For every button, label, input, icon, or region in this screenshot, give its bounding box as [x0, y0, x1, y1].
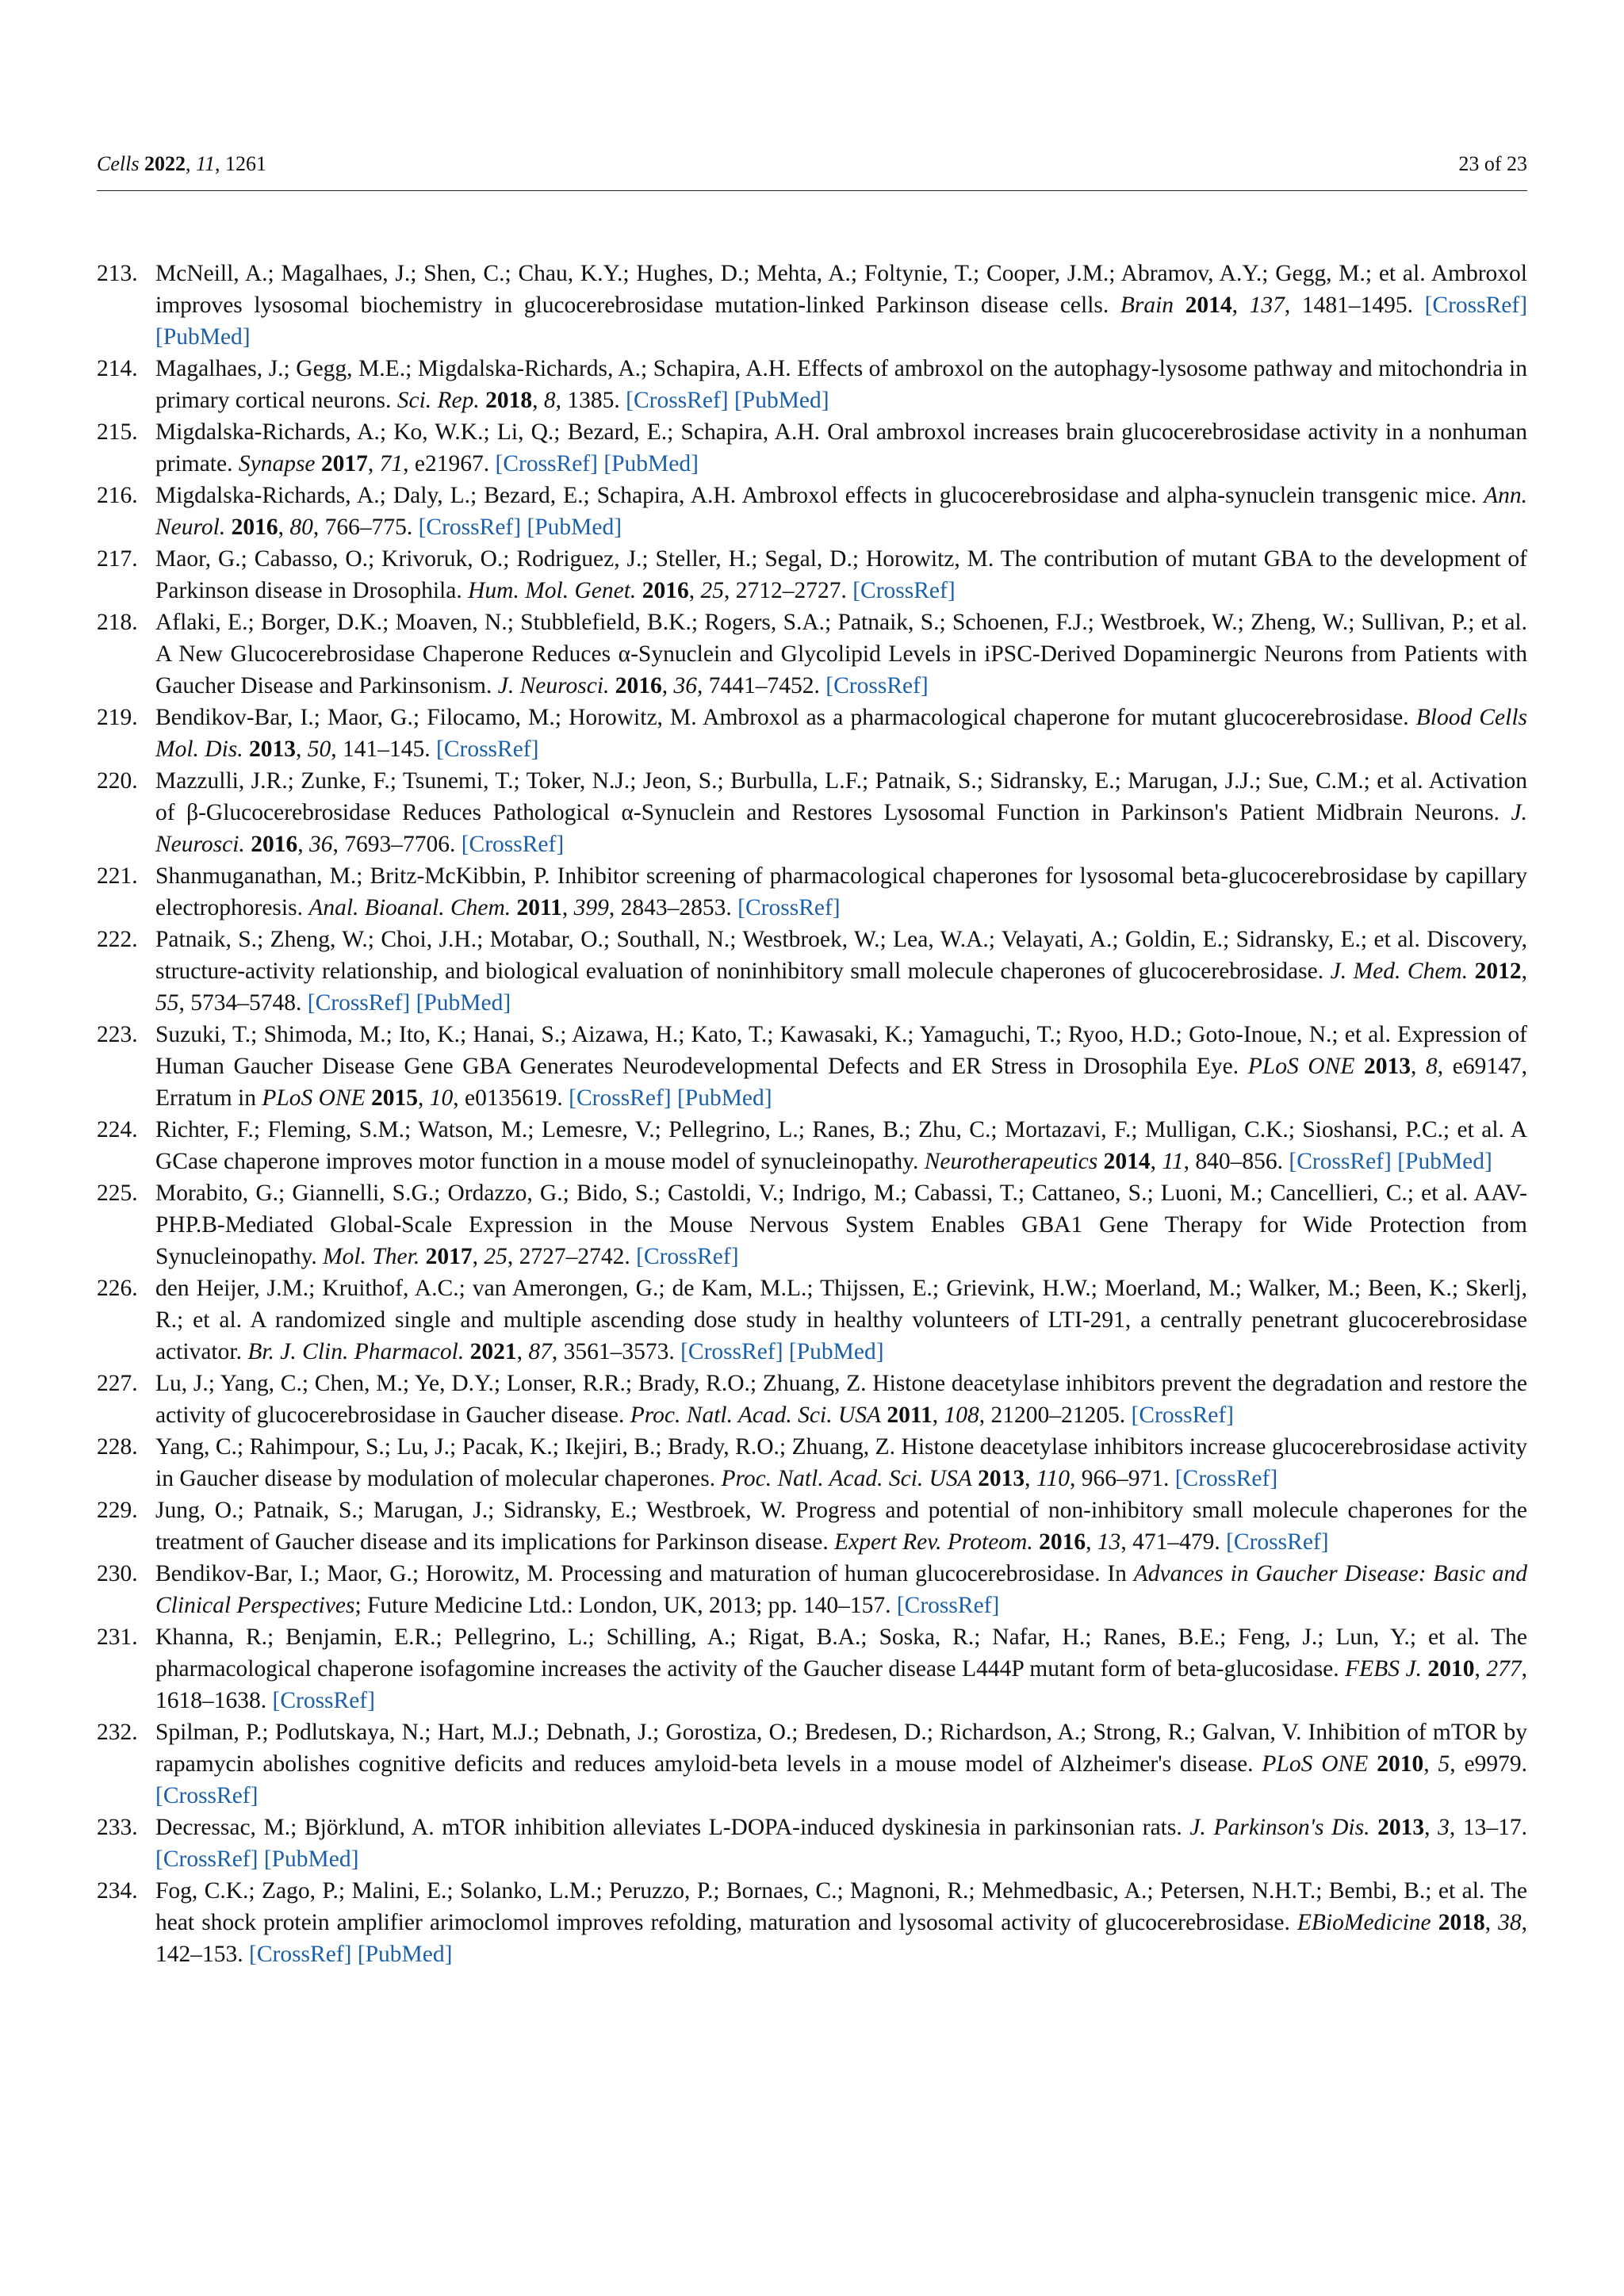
- reference-body-text: [316, 451, 321, 476]
- pubmed-link[interactable]: [PubMed]: [603, 451, 699, 476]
- reference-italic-text: Brain: [1120, 293, 1174, 318]
- reference-text: [155, 1431, 1527, 1494]
- reference-year: 2016: [1039, 1529, 1086, 1555]
- reference-year: 2017: [425, 1244, 473, 1269]
- reference-item: [97, 860, 1527, 924]
- reference-body-text: Shanmuganathan, M.; Britz-McKibbin, P. Inhibitor screening of pharmacological chaperones for lysosomal beta-glucocerebrosidase by capillary electrophoresis.: [155, 863, 1527, 920]
- reference-italic-text: 80: [289, 515, 313, 540]
- reference-text: [155, 543, 1527, 607]
- journal-citation: Cells 2022, 11, 1261: [97, 152, 267, 175]
- reference-body-text: ,: [297, 832, 309, 857]
- reference-text: [155, 1875, 1527, 1970]
- reference-italic-text: Expert Rev. Proteom.: [834, 1529, 1033, 1555]
- article-number: 1261: [225, 152, 267, 175]
- pubmed-link[interactable]: [PubMed]: [527, 515, 622, 540]
- reference-number: 218.: [97, 610, 138, 635]
- reference-text: [155, 765, 1527, 860]
- reference-number: 221.: [97, 863, 138, 889]
- reference-body-text: Migdalska-Richards, A.; Ko, W.K.; Li, Q.; Bezard, E.; Schapira, A.H. Oral ambroxol increases brain glucocerebrosidase activity in a nonhuman primate.: [155, 419, 1527, 476]
- reference-body-text: [1369, 1815, 1377, 1840]
- reference-body-text: [1468, 959, 1475, 984]
- pubmed-link[interactable]: [PubMed]: [155, 324, 251, 350]
- reference-number: 219.: [97, 705, 138, 730]
- reference-list: [97, 258, 1527, 1970]
- reference-italic-text: 5: [1438, 1751, 1450, 1777]
- reference-body-text: [225, 515, 231, 540]
- reference-body-text: Khanna, R.; Benjamin, E.R.; Pellegrino, L.; Schilling, A.; Rigat, B.A.; Soska, R.; Nafar, H.; Ranes, B.E.; Feng, J.; Lun, Y.; et al. The pharmacological chaperone isofagomine increases the activity of the Gaucher disease L444P mutant form of beta-glucosidase.: [155, 1624, 1527, 1682]
- reference-italic-text: Proc. Natl. Acad. Sci. USA: [630, 1402, 882, 1428]
- reference-body-text: ,: [367, 451, 380, 476]
- header-divider: [97, 190, 1527, 191]
- reference-body-text: Suzuki, T.; Shimoda, M.; Ito, K.; Hanai, S.; Aizawa, H.; Kato, T.; Kawasaki, K.; Yamaguchi, T.; Ryoo, H.D.; Goto-Inoue, N.; et al. Expression of Human Gaucher Disease Gene GBA Generates Neurodevelopmental Defects and ER Stress in Drosophila Eye.: [155, 1022, 1527, 1079]
- crossref-link[interactable]: [CrossRef]: [155, 1846, 259, 1872]
- reference-number: 228.: [97, 1434, 138, 1460]
- reference-body-text: , e21967.: [403, 451, 496, 476]
- reference-body-text: ; Future Medicine Ltd.: London, UK, 2013; pp. 140–157.: [354, 1593, 897, 1618]
- reference-text: [155, 1114, 1527, 1177]
- reference-body-text: [609, 673, 615, 698]
- reference-italic-text: 3: [1438, 1815, 1450, 1840]
- reference-item: [97, 258, 1527, 353]
- crossref-link[interactable]: [CrossRef]: [569, 1085, 672, 1111]
- reference-body-text: Mazzulli, J.R.; Zunke, F.; Tsunemi, T.; Toker, N.J.; Jeon, S.; Burbulla, L.F.; Patnaik, S.; Sidransky, E.; Marugan, J.J.; Sue, C.M.; et al. Activation of β-Glucocerebrosidase Reduces Pathological α-Synuclein and Restores Lysosomal Function in Parkinson's Patient Midbrain Neurons.: [155, 768, 1527, 825]
- journal-volume: 11: [195, 152, 216, 175]
- reference-italic-text: PLoS ONE: [262, 1085, 366, 1111]
- reference-year: 2011: [516, 895, 562, 920]
- reference-italic-text: J. Med. Chem.: [1330, 959, 1469, 984]
- reference-italic-text: 25: [700, 578, 724, 603]
- reference-body-text: ,: [1474, 1656, 1487, 1682]
- reference-year: 2018: [485, 388, 533, 413]
- reference-body-text: Spilman, P.; Podlutskaya, N.; Hart, M.J.; Debnath, J.; Gorostiza, O.; Bredesen, D.; Richardson, A.; Strong, R.; Galvan, V. Inhibition of mTOR by rapamycin abolishes cognitive deficits and reduces amyloid-beta levels in a mouse model of Alzheimer's disease.: [155, 1720, 1527, 1777]
- reference-year: 2014: [1103, 1149, 1151, 1174]
- reference-item: [97, 1431, 1527, 1494]
- reference-item: [97, 607, 1527, 702]
- reference-item: [97, 480, 1527, 543]
- reference-item: [97, 1716, 1527, 1812]
- reference-italic-text: 277: [1486, 1656, 1522, 1682]
- reference-body-text: , e9979.: [1450, 1751, 1527, 1777]
- reference-body-text: ,: [1424, 1815, 1438, 1840]
- reference-italic-text: 137: [1249, 293, 1285, 318]
- reference-italic-text: EBioMedicine: [1297, 1910, 1431, 1935]
- pubmed-link[interactable]: [PubMed]: [1397, 1149, 1492, 1174]
- reference-italic-text: Br. J. Clin. Pharmacol.: [247, 1339, 465, 1364]
- reference-item: [97, 353, 1527, 416]
- reference-italic-text: 108: [944, 1402, 979, 1428]
- running-header: [97, 151, 1527, 190]
- reference-text: [155, 1621, 1527, 1716]
- reference-text: [155, 353, 1527, 416]
- crossref-link[interactable]: [CrossRef]: [896, 1593, 1000, 1618]
- reference-year: 2018: [1438, 1910, 1485, 1935]
- reference-number: 214.: [97, 356, 138, 381]
- reference-body-text: ,: [1150, 1149, 1162, 1174]
- crossref-link[interactable]: [CrossRef]: [155, 1783, 259, 1808]
- reference-body-text: [366, 1085, 371, 1111]
- crossref-link[interactable]: [CrossRef]: [737, 895, 841, 920]
- page-number: 23 of 23: [1458, 152, 1527, 175]
- reference-year: 2013: [1377, 1815, 1425, 1840]
- reference-item: [97, 543, 1527, 607]
- reference-italic-text: FEBS J.: [1345, 1656, 1422, 1682]
- reference-text: [155, 1177, 1527, 1272]
- reference-italic-text: 8: [543, 388, 556, 413]
- reference-body-text: Bendikov-Bar, I.; Maor, G.; Filocamo, M.; Horowitz, M. Ambroxol as a pharmacological chaperone for mutant glucocerebrosidase.: [155, 705, 1416, 730]
- reference-number: 217.: [97, 546, 138, 572]
- reference-body-text: ,: [1484, 1910, 1499, 1935]
- reference-body-text: Bendikov-Bar, I.; Maor, G.; Horowitz, M. Processing and maturation of human glucocerebrosidase. In: [155, 1561, 1134, 1586]
- reference-item: [97, 1494, 1527, 1558]
- reference-body-text: , e69147, Erratum in: [155, 1054, 1527, 1111]
- reference-italic-text: 399: [573, 895, 609, 920]
- crossref-link[interactable]: [CrossRef]: [1131, 1402, 1234, 1428]
- crossref-link[interactable]: [CrossRef]: [436, 737, 539, 762]
- reference-body-text: , 7441–7452.: [697, 673, 826, 698]
- reference-number: 225.: [97, 1181, 138, 1206]
- pubmed-link[interactable]: [PubMed]: [263, 1846, 359, 1872]
- reference-body-text: , 2727–2742.: [507, 1244, 637, 1269]
- pubmed-link[interactable]: [PubMed]: [733, 388, 829, 413]
- reference-body-text: [1431, 1910, 1438, 1935]
- reference-text: [155, 1716, 1527, 1812]
- reference-body-text: ,: [472, 1244, 485, 1269]
- reference-year: 2010: [1427, 1656, 1475, 1682]
- reference-body-text: Decressac, M.; Björklund, A. mTOR inhibition alleviates L-DOPA-induced dyskinesia in parkinsonian rats.: [155, 1815, 1190, 1840]
- reference-body-text: Migdalska-Richards, A.; Daly, L.; Bezard, E.; Schapira, A.H. Ambroxol effects in glucocerebrosidase and alpha-synuclein transgenic mice.: [155, 483, 1484, 508]
- reference-body-text: ,: [1521, 959, 1527, 984]
- reference-number: 215.: [97, 419, 138, 445]
- reference-body-text: [1422, 1656, 1428, 1682]
- reference-text: [155, 1558, 1527, 1621]
- reference-item: [97, 1812, 1527, 1875]
- pubmed-link[interactable]: [PubMed]: [788, 1339, 884, 1364]
- reference-body-text: [419, 1244, 425, 1269]
- journal-name: Cells: [97, 152, 140, 175]
- reference-item: [97, 1621, 1527, 1716]
- pubmed-link[interactable]: [PubMed]: [676, 1085, 772, 1111]
- reference-number: 231.: [97, 1624, 138, 1650]
- reference-body-text: , e0135619.: [453, 1085, 569, 1111]
- crossref-link[interactable]: [CrossRef]: [461, 832, 565, 857]
- reference-italic-text: 11: [1162, 1149, 1184, 1174]
- reference-number: 232.: [97, 1720, 138, 1745]
- reference-italic-text: 38: [1498, 1910, 1522, 1935]
- crossref-link[interactable]: [CrossRef]: [1226, 1529, 1329, 1555]
- reference-body-text: [243, 737, 249, 762]
- reference-text: [155, 1812, 1527, 1875]
- reference-italic-text: J. Parkinson's Dis.: [1189, 1815, 1370, 1840]
- reference-body-text: [672, 1085, 677, 1111]
- reference-text: [155, 607, 1527, 702]
- reference-body-text: ,: [278, 515, 290, 540]
- reference-body-text: ,: [532, 388, 544, 413]
- reference-body-text: Richter, F.; Fleming, S.M.; Watson, M.; Lemesre, V.; Pellegrino, L.; Ranes, B.; Zhu, C.; Mortazavi, F.; Mulligan, C.K.; Sioshansi, P.C.; et al. A GCase chaperone improves motor function in a mouse model of synucleinopathy.: [155, 1117, 1527, 1174]
- reference-italic-text: Blood Cells Mol. Dis.: [155, 705, 1527, 762]
- crossref-link[interactable]: [CrossRef]: [852, 578, 956, 603]
- reference-italic-text: Advances in Gaucher Disease: Basic and Clinical Perspectives: [155, 1561, 1528, 1618]
- reference-body-text: , 1481–1495.: [1284, 293, 1425, 318]
- reference-body-text: ,: [932, 1402, 944, 1428]
- reference-number: 223.: [97, 1022, 138, 1047]
- reference-italic-text: 36: [673, 673, 698, 698]
- reference-body-text: ,: [418, 1085, 430, 1111]
- reference-text: [155, 924, 1527, 1019]
- reference-text: [155, 480, 1527, 543]
- reference-year: 2010: [1377, 1751, 1424, 1777]
- reference-year: 2013: [249, 737, 296, 762]
- pubmed-link[interactable]: [PubMed]: [416, 990, 511, 1016]
- reference-body-text: ,: [1231, 293, 1250, 318]
- reference-body-text: , 3561–3573.: [551, 1339, 681, 1364]
- reference-year: 2016: [642, 578, 689, 603]
- reference-body-text: [1368, 1751, 1377, 1777]
- reference-year: 2021: [469, 1339, 517, 1364]
- reference-number: 230.: [97, 1561, 138, 1586]
- reference-body-text: McNeill, A.; Magalhaes, J.; Shen, C.; Chau, K.Y.; Hughes, D.; Mehta, A.; Foltynie, T.; Cooper, J.M.; Abramov, A.Y.; Gegg, M.; et al. Ambroxol improves lysosomal biochemistry in glucocerebrosidase mutation-linked Parkinson disease cells.: [155, 261, 1527, 318]
- reference-body-text: [1097, 1149, 1103, 1174]
- reference-body-text: Morabito, G.; Giannelli, S.G.; Ordazzo, G.; Bido, S.; Castoldi, V.; Indrigo, M.; Cabassi, T.; Cattaneo, S.; Luoni, M.; Cancellieri, C.; et al. AAV-PHP.B-Mediated Global-Scale Expression in the Mouse Nervous System Enables GBA1 Gene Therapy for Wide Protection from Synucleinopathy.: [155, 1181, 1527, 1269]
- reference-year: 2014: [1185, 293, 1232, 318]
- reference-body-text: , 5734–5748.: [178, 990, 308, 1016]
- reference-number: 224.: [97, 1117, 138, 1142]
- reference-body-text: , 471–479.: [1120, 1529, 1227, 1555]
- reference-text: [155, 860, 1527, 924]
- reference-item: [97, 924, 1527, 1019]
- reference-italic-text: 87: [528, 1339, 552, 1364]
- reference-number: 216.: [97, 483, 138, 508]
- reference-italic-text: 10: [429, 1085, 454, 1111]
- reference-italic-text: 71: [379, 451, 404, 476]
- reference-italic-text: Proc. Natl. Acad. Sci. USA: [721, 1466, 972, 1491]
- reference-body-text: , 1385.: [555, 388, 626, 413]
- reference-body-text: [636, 578, 642, 603]
- crossref-link[interactable]: [CrossRef]: [626, 388, 729, 413]
- crossref-link[interactable]: [CrossRef]: [495, 451, 598, 476]
- reference-body-text: [783, 1339, 789, 1364]
- crossref-link[interactable]: [CrossRef]: [1289, 1149, 1392, 1174]
- reference-body-text: ,: [1423, 1751, 1438, 1777]
- crossref-link[interactable]: [CrossRef]: [307, 990, 411, 1016]
- reference-year: 2016: [251, 832, 298, 857]
- reference-body-text: [258, 1846, 263, 1872]
- reference-item: [97, 1368, 1527, 1431]
- reference-year: 2015: [371, 1085, 419, 1111]
- reference-body-text: , 7693–7706.: [332, 832, 462, 857]
- reference-body-text: , 13–17.: [1449, 1815, 1528, 1840]
- reference-text: [155, 258, 1527, 353]
- reference-item: [97, 1558, 1527, 1621]
- reference-italic-text: 8: [1426, 1054, 1438, 1079]
- reference-body-text: [511, 895, 516, 920]
- reference-body-text: , 21200–21205.: [979, 1402, 1132, 1428]
- reference-italic-text: 55: [155, 990, 179, 1016]
- crossref-link[interactable]: [CrossRef]: [636, 1244, 739, 1269]
- reference-number: 220.: [97, 768, 138, 794]
- journal-year: 2022: [144, 152, 186, 175]
- reference-italic-text: PLoS ONE: [1262, 1751, 1369, 1777]
- reference-body-text: Magalhaes, J.; Gegg, M.E.; Migdalska-Richards, A.; Schapira, A.H. Effects of ambroxol on the autophagy-lysosome pathway and mitochondria in primary cortical neurons.: [155, 356, 1527, 413]
- reference-italic-text: 25: [484, 1244, 508, 1269]
- reference-text: [155, 416, 1527, 480]
- reference-body-text: ,: [561, 895, 574, 920]
- crossref-link[interactable]: [CrossRef]: [1174, 1466, 1278, 1491]
- reference-body-text: Lu, J.; Yang, C.; Chen, M.; Ye, D.Y.; Lonser, R.R.; Brady, R.O.; Zhuang, Z. Histone deacetylase inhibitors prevent the degradation and restore the activity of glucocerebrosidase in Gaucher disease.: [155, 1371, 1527, 1428]
- reference-italic-text: Sci. Rep.: [396, 388, 480, 413]
- reference-number: 213.: [97, 261, 138, 286]
- reference-year: 2017: [320, 451, 368, 476]
- reference-italic-text: 110: [1036, 1466, 1070, 1491]
- crossref-link[interactable]: [CrossRef]: [272, 1688, 375, 1713]
- reference-body-text: ,: [516, 1339, 529, 1364]
- reference-item: [97, 765, 1527, 860]
- reference-body-text: ,: [1411, 1054, 1427, 1079]
- crossref-link[interactable]: [CrossRef]: [825, 673, 929, 698]
- reference-body-text: [1354, 1054, 1364, 1079]
- crossref-link[interactable]: [CrossRef]: [418, 515, 522, 540]
- reference-text: [155, 1494, 1527, 1558]
- reference-body-text: , 1618–1638.: [155, 1656, 1528, 1713]
- reference-item: [97, 1019, 1527, 1114]
- reference-italic-text: Synapse: [238, 451, 316, 476]
- reference-body-text: [464, 1339, 469, 1364]
- reference-body-text: ,: [661, 673, 674, 698]
- reference-body-text: Patnaik, S.; Zheng, W.; Choi, J.H.; Motabar, O.; Southall, N.; Westbroek, W.; Lea, W.A.; Velayati, A.; Goldin, E.; Sidransky, E.; et al. Discovery, structure-activity relationship, and biological evaluation of noninhibitory small molecule chaperones of glucocerebrosidase.: [155, 927, 1527, 984]
- reference-body-text: [410, 990, 416, 1016]
- crossref-link[interactable]: [CrossRef]: [249, 1942, 352, 1967]
- reference-text: [155, 1368, 1527, 1431]
- reference-body-text: , 2712–2727.: [723, 578, 853, 603]
- reference-body-text: , 766–775.: [312, 515, 419, 540]
- reference-body-text: , 141–145.: [331, 737, 436, 762]
- reference-text: [155, 1272, 1527, 1368]
- reference-item: [97, 1177, 1527, 1272]
- reference-body-text: ,: [296, 737, 308, 762]
- reference-body-text: , 966–971.: [1069, 1466, 1175, 1491]
- reference-body-text: ,: [688, 578, 701, 603]
- reference-body-text: [729, 388, 734, 413]
- reference-body-text: den Heijer, J.M.; Kruithof, A.C.; van Amerongen, G.; de Kam, M.L.; Thijssen, E.; Grievink, H.W.; Moerland, M.; Walker, M.; Been, K.; Skerlj, R.; et al. A randomized single and multiple ascending dose study in healthy volunteers of LTI-291, a centrally penetrant glucocerebrosidase activator.: [155, 1276, 1527, 1364]
- crossref-link[interactable]: [CrossRef]: [1424, 293, 1528, 318]
- reference-body-text: ,: [1086, 1529, 1097, 1555]
- reference-number: 233.: [97, 1815, 138, 1840]
- reference-year: 2013: [978, 1466, 1025, 1491]
- reference-body-text: [1033, 1529, 1039, 1555]
- reference-body-text: , 142–153.: [155, 1910, 1528, 1967]
- reference-body-text: [351, 1942, 357, 1967]
- reference-body-text: , 840–856.: [1183, 1149, 1289, 1174]
- reference-text: [155, 702, 1527, 765]
- reference-item: [97, 702, 1527, 765]
- reference-italic-text: 13: [1097, 1529, 1121, 1555]
- reference-number: 222.: [97, 927, 138, 952]
- pubmed-link[interactable]: [PubMed]: [357, 1942, 453, 1967]
- reference-body-text: Jung, O.; Patnaik, S.; Marugan, J.; Sidransky, E.; Westbroek, W. Progress and potential of non-inhibitory small molecule chaperones for the treatment of Gaucher disease and its implications for Parkinson disease.: [155, 1498, 1527, 1555]
- reference-number: 234.: [97, 1878, 138, 1904]
- reference-italic-text: PLoS ONE: [1247, 1054, 1355, 1079]
- reference-year: 2013: [1364, 1054, 1411, 1079]
- reference-italic-text: Hum. Mol. Genet.: [468, 578, 637, 603]
- reference-body-text: ,: [1025, 1466, 1036, 1491]
- reference-italic-text: J. Neurosci.: [497, 673, 610, 698]
- reference-year: 2012: [1474, 959, 1522, 984]
- reference-italic-text: J. Neurosci.: [155, 800, 1527, 857]
- reference-italic-text: Mol. Ther.: [323, 1244, 420, 1269]
- reference-body-text: Fog, C.K.; Zago, P.; Malini, E.; Solanko, L.M.; Peruzzo, P.; Bornaes, C.; Magnoni, R.; Mehmedbasic, A.; Petersen, N.H.T.; Bembi, B.; et al. The heat shock protein amplifier arimoclomol improves refolding, maturation and lysosomal activity of glucocerebrosidase.: [155, 1878, 1527, 1935]
- reference-italic-text: Ann. Neurol.: [155, 483, 1527, 540]
- reference-italic-text: 36: [308, 832, 333, 857]
- reference-italic-text: Neurotherapeutics: [924, 1149, 1098, 1174]
- crossref-link[interactable]: [CrossRef]: [680, 1339, 783, 1364]
- reference-body-text: Yang, C.; Rahimpour, S.; Lu, J.; Pacak, K.; Ikejiri, B.; Brady, R.O.; Zhuang, Z. Histone deacetylase inhibitors increase glucocerebrosidase activity in Gaucher disease by modulation of molecular chaperones.: [155, 1434, 1527, 1491]
- reference-year: 2016: [231, 515, 278, 540]
- reference-number: 229.: [97, 1498, 138, 1523]
- reference-text: [155, 1019, 1527, 1114]
- reference-item: [97, 416, 1527, 480]
- reference-year: 2016: [615, 673, 662, 698]
- reference-body-text: Aflaki, E.; Borger, D.K.; Moaven, N.; Stubblefield, B.K.; Rogers, S.A.; Patnaik, S.; Schoenen, F.J.; Westbroek, W.; Zheng, W.; Sullivan, P.; et al. A New Glucocerebrosidase Chaperone Reduces α-Synuclein and Glycolipid Levels in iPSC-Derived Dopaminergic Neurons from Patients with Gaucher Disease and Parkinsonism.: [155, 610, 1527, 698]
- reference-body-text: Maor, G.; Cabasso, O.; Krivoruk, O.; Rodriguez, J.; Steller, H.; Segal, D.; Horowitz, M. The contribution of mutant GBA to the development of Parkinson disease in Drosophila.: [155, 546, 1527, 603]
- reference-italic-text: 50: [307, 737, 331, 762]
- reference-number: 227.: [97, 1371, 138, 1396]
- reference-item: [97, 1114, 1527, 1177]
- reference-item: [97, 1875, 1527, 1970]
- reference-body-text: , 2843–2853.: [608, 895, 738, 920]
- reference-body-text: [1174, 293, 1185, 318]
- reference-italic-text: Anal. Bioanal. Chem.: [308, 895, 511, 920]
- reference-item: [97, 1272, 1527, 1368]
- reference-number: 226.: [97, 1276, 138, 1301]
- reference-year: 2011: [887, 1402, 933, 1428]
